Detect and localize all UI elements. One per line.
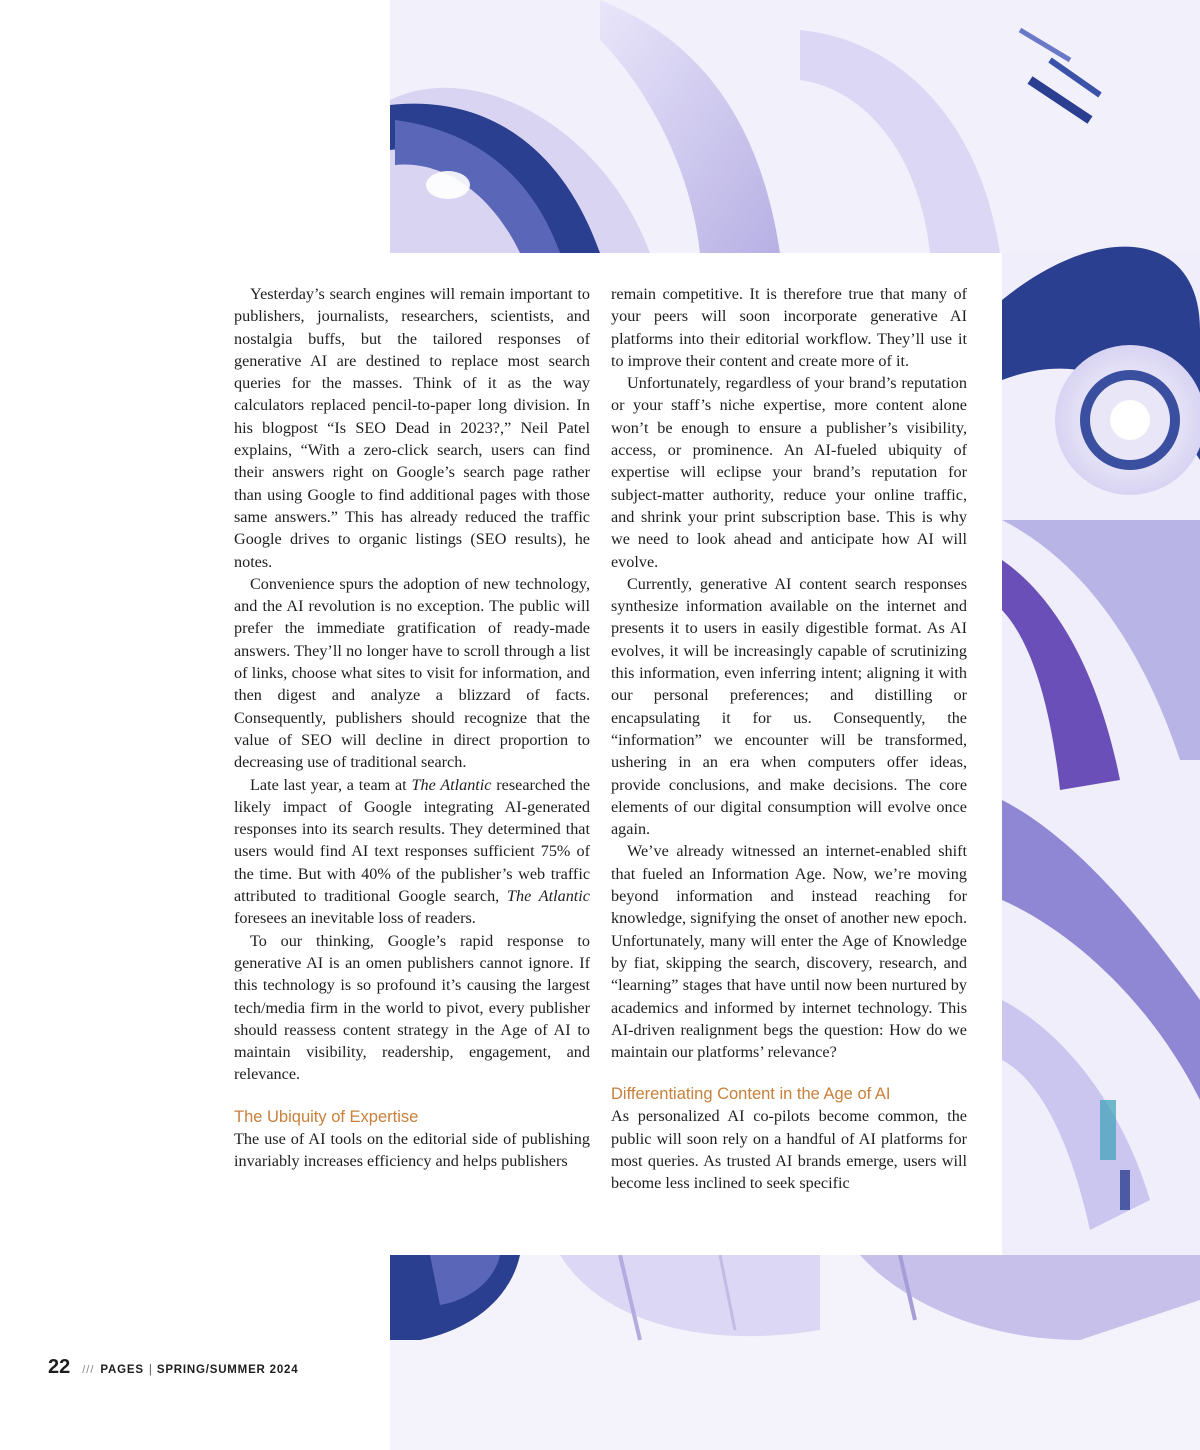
article-column-left <box>234 283 590 1172</box>
publication-name: The Atlantic <box>411 775 492 794</box>
magazine-name: PAGES <box>100 1364 144 1376</box>
page-footer <box>48 1356 298 1379</box>
paragraph: Convenience spurs the adoption of new technology, and the AI revolution is no exception. The public will prefer the immediate gratification of ready-made answers. They’ll no longer have to scroll through a list of links, choose what sites to visit for information, and then digest and analyze a blizzard of facts. Consequently, publishers should recognize that the value of SEO will decline in direct proportion to decreasing use of traditional search. <box>234 574 590 772</box>
paragraph: Yesterday’s search engines will remain important to publishers, journalists, researchers, scientists, and nostalgia buffs, but the tailored responses of generative AI are destined to replace most search queries for the masses. Think of it as the way calculators replaced pencil-to-paper long division. In his blogpost “Is SEO Dead in 2023?,” Neil Patel explains, “With a zero-click search, users can find their answers right on Google’s search page rather than using Google to find additional pages with those same answers.” This has already reduced the traffic Google drives to organic listings (SEO results), he notes. <box>234 285 590 571</box>
paragraph: As personalized AI co-pilots become common, the public will soon rely on a handful of AI platforms for most queries. As trusted AI brands emerge, users will become less inclined to seek specific <box>611 1107 967 1193</box>
paragraph: The use of AI tools on the editorial side of publishing invariably increases efficiency and helps publishers <box>234 1129 590 1170</box>
publication-name: The Atlantic <box>506 887 590 906</box>
issue-label: SPRING/SUMMER 2024 <box>156 1364 299 1376</box>
section-heading: Differentiating Content in the Age of AI <box>611 1085 891 1104</box>
paragraph: To our thinking, Google’s rapid response to generative AI is an omen publishers cannot ignore. If this technology is so profound it’s causing the largest tech/media firm in the world to pivot, every publisher should reassess content strategy in the Age of AI to maintain visibility, readership, engagement, and relevance. <box>234 931 590 1084</box>
paragraph: Unfortunately, regardless of your brand’s reputation or your staff’s niche expertise, more content alone won’t be enough to ensure a publisher’s visibility, access, or prominence. An AI-fueled ubiquity of expertise will eclipse your brand’s reputation for subject-matter authority, reduce your online traffic, and shrink your print subscription base. This is why we need to look ahead and anticipate how AI will evolve. <box>611 374 967 571</box>
paragraph: Currently, generative AI content search responses synthesize information available on the internet and presents it to users in easily digestible format. As AI evolves, it will be increasingly capable of scrutinizing this information, even inferring intent; aligning it with our personal preferences; and distilling or encapsulating it for us. Consequently, the “information” we encounter will be transformed, ushering in an era when computers offer ideas, provide conclusions, and make decisions. The core elements of our digital consumption will evolve once again. <box>611 574 967 839</box>
footer-slashes: /// <box>82 1364 95 1376</box>
footer-separator: | <box>148 1364 152 1376</box>
article-column-right <box>611 283 967 1195</box>
paragraph: We’ve already witnessed an internet-enabled shift that fueled an Information Age. Now, we’re moving beyond information and instead reaching for knowledge, signifying the onset of another new epoch. Unfortunately, many will enter the Age of Knowledge by fiat, skipping the search, discovery, research, and “learning” stages that have until now been nurtured by academics and informed by internet technology. This AI-driven realignment begs the question: How do we maintain our platforms’ relevance? <box>611 842 967 1062</box>
section-heading: The Ubiquity of Expertise <box>234 1107 419 1126</box>
page-number: 22 <box>48 1356 71 1378</box>
paragraph: remain competitive. It is therefore true that many of your peers will soon incorporate generative AI platforms into their editorial workflow. They’ll use it to improve their content and create more of it. <box>611 285 967 370</box>
paragraph: Late last year, a team at The Atlantic researched the likely impact of Google integrating AI-generated responses into its search results. They determined that users would find AI text responses sufficient 75% of the time. But with 40% of the publisher’s web traffic attributed to traditional Google search, The Atlantic foresees an inevitable loss of readers. <box>234 775 591 928</box>
